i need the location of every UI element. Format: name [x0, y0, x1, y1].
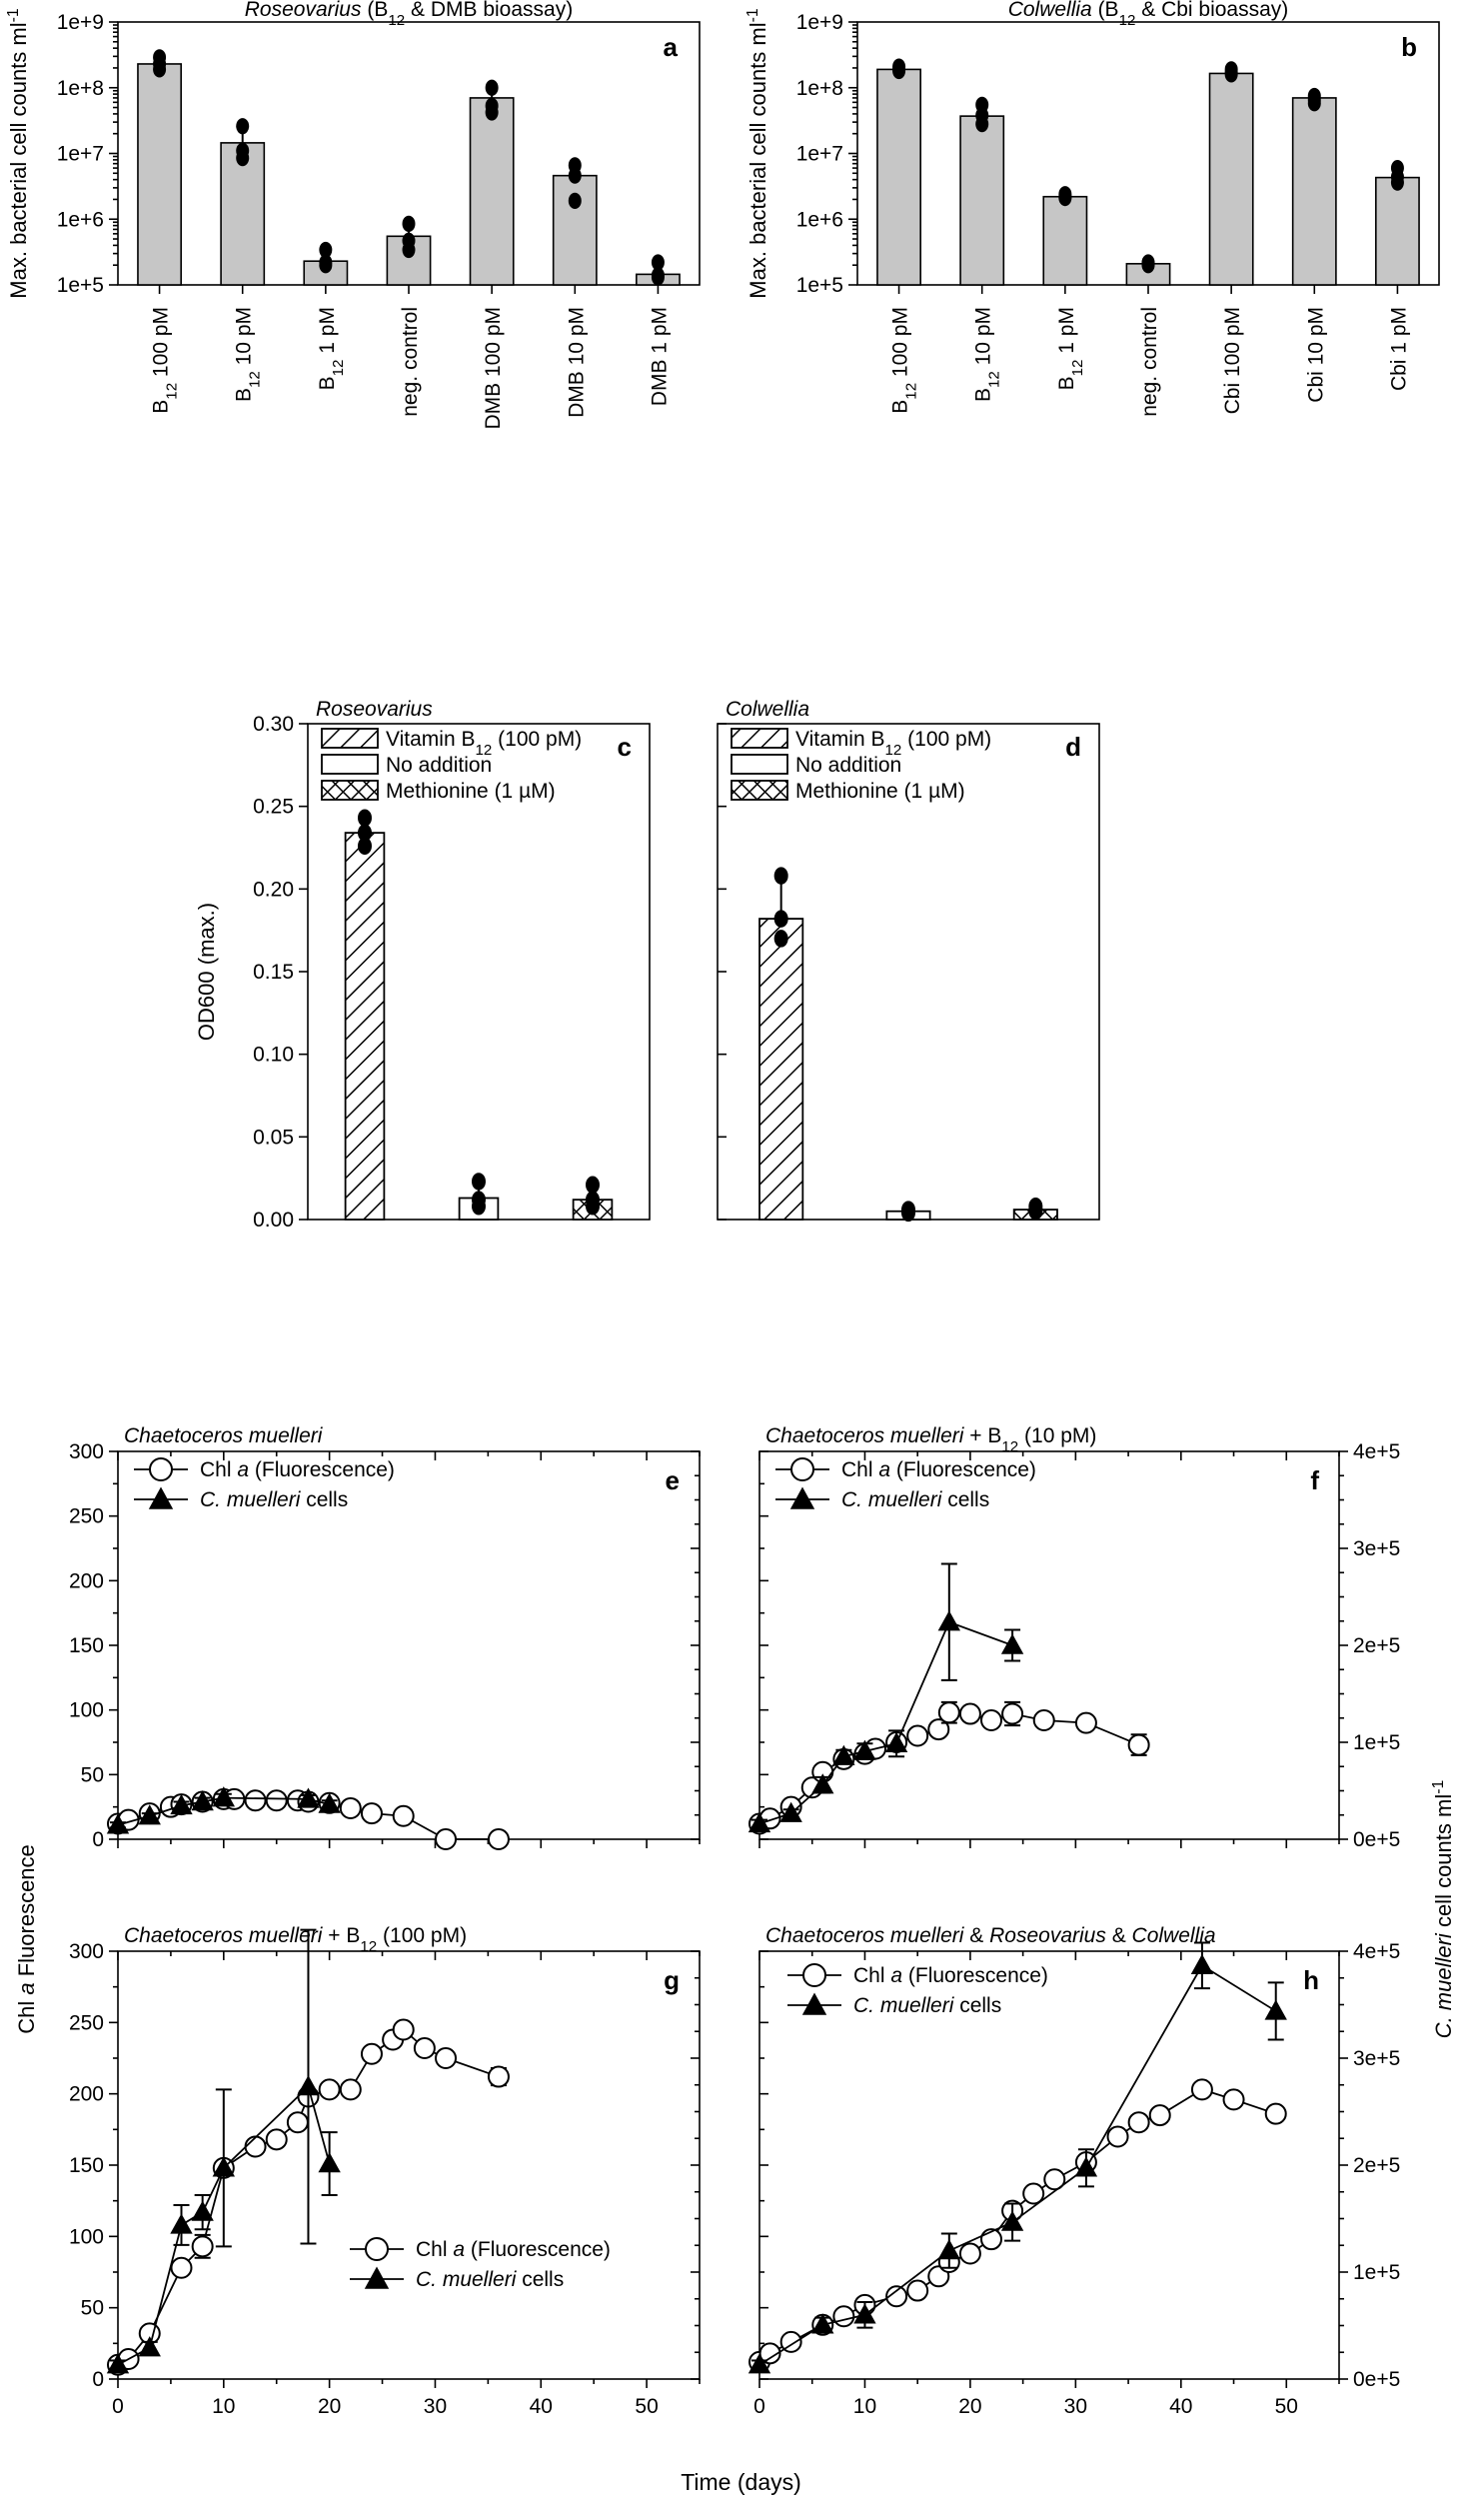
- y-tick-right-label: 1e+5: [1353, 1731, 1401, 1754]
- y-tick-right-label: 0e+5: [1353, 1828, 1401, 1851]
- replicate-point: [486, 80, 499, 96]
- data-point-circle: [246, 2136, 266, 2156]
- panel-title: Chaetoceros muelleri & Roseovarius & Colwellia: [765, 1924, 1216, 1947]
- y-tick-label: 0.10: [253, 1043, 294, 1067]
- legend-marker-triangle: [150, 1488, 172, 1508]
- legend-label: C. muelleri cells: [853, 1994, 1002, 2017]
- y-tick-label: 1e+9: [795, 11, 843, 34]
- panel-title: Colwellia ($B_{12}$ & Cbi bioassay): [1007, 0, 1289, 29]
- data-point-triangle: [298, 2077, 318, 2095]
- x-tick-label: neg. control: [399, 307, 422, 417]
- legend-label: C. muelleri cells: [200, 1488, 349, 1511]
- legend-marker-triangle: [803, 1994, 825, 2014]
- legend-label: Methionine (1 µM): [795, 780, 965, 803]
- data-point-triangle: [1192, 1955, 1212, 1973]
- data-point-circle: [1224, 2089, 1244, 2109]
- y-tick-right-label: 3e+5: [1353, 1537, 1401, 1560]
- series-line: [759, 1965, 1276, 2364]
- y-tick-label: 100: [68, 2225, 104, 2249]
- replicate-point: [652, 269, 665, 285]
- legend-label: Chl a (Fluorescence): [200, 1458, 395, 1481]
- bar: [1043, 197, 1086, 285]
- data-point-circle: [341, 1798, 361, 1818]
- data-point-triangle: [193, 2202, 213, 2220]
- replicate-point: [1142, 257, 1155, 273]
- y-tick-label: 200: [68, 2082, 104, 2106]
- x-tick-label: Cbi 100 pM: [1221, 306, 1245, 415]
- bar: [1293, 98, 1336, 285]
- x-tick-label: 30: [423, 2395, 448, 2418]
- bar: [877, 69, 920, 285]
- panel-letter: g: [664, 1965, 680, 1995]
- legend-label: Vitamin $B_{12}$ (100 pM): [795, 728, 992, 759]
- x-tick-label: 10: [212, 2395, 236, 2418]
- replicate-point: [1225, 66, 1238, 82]
- legend-label: C. muelleri cells: [841, 1488, 990, 1511]
- y-tick-right-label: 2e+5: [1353, 2154, 1401, 2177]
- y-tick-label: 0: [92, 2368, 104, 2391]
- legend-marker-circle: [791, 1458, 813, 1480]
- data-point-circle: [436, 2048, 456, 2068]
- data-point-circle: [1129, 1735, 1149, 1755]
- y-tick-label: 150: [68, 1634, 104, 1657]
- data-point-circle: [320, 2079, 340, 2099]
- y-tick-label: 1e+5: [795, 274, 843, 297]
- data-point-triangle: [1002, 1635, 1022, 1653]
- data-point-circle: [267, 2129, 287, 2149]
- replicate-point: [901, 1205, 915, 1223]
- bar: [471, 98, 514, 285]
- y-tick-label: 50: [80, 1763, 104, 1787]
- panel-letter: d: [1065, 732, 1081, 762]
- data-point-circle: [341, 2079, 361, 2099]
- y-tick-label: 1e+8: [56, 76, 104, 100]
- data-point-circle: [960, 2243, 980, 2263]
- y-tick-label: 200: [68, 1569, 104, 1593]
- legend-swatch: [322, 729, 378, 748]
- y-tick-label: 100: [68, 1698, 104, 1722]
- x-tick-label: DMB 100 pM: [482, 306, 506, 430]
- legend-marker-circle: [803, 1964, 825, 1986]
- y-tick-label: 0.15: [253, 961, 294, 984]
- data-point-circle: [939, 1702, 959, 1722]
- legend-swatch: [322, 781, 378, 800]
- x-tick-label: 0: [753, 2395, 765, 2418]
- replicate-point: [358, 809, 372, 827]
- x-tick-label: neg. control: [1138, 307, 1161, 417]
- replicate-point: [236, 118, 249, 134]
- data-point-circle: [1129, 2112, 1149, 2132]
- data-point-triangle: [939, 1612, 959, 1630]
- data-point-circle: [981, 1710, 1001, 1730]
- y-tick-label: 250: [68, 1504, 104, 1528]
- panel-letter: h: [1303, 1965, 1319, 1995]
- data-point-circle: [362, 1803, 382, 1823]
- data-point-circle: [362, 2044, 382, 2064]
- data-point-triangle: [1266, 2001, 1286, 2019]
- legend-label: Chl a (Fluorescence): [853, 1964, 1048, 1987]
- panel-title: Roseovarius ($B_{12}$ & DMB bioassay): [244, 0, 574, 29]
- panel-title: Chaetoceros muelleri + $B_{12}$ (100 pM): [124, 1924, 468, 1955]
- x-tick-label: $B_{12}$ 100 pM: [149, 307, 181, 414]
- x-tick-label: 20: [317, 2395, 342, 2418]
- panel-a: [0, 0, 740, 430]
- x-tick-label: $B_{12}$ 10 pM: [232, 307, 264, 403]
- data-point-circle: [415, 2038, 435, 2058]
- legend-label: Chl a (Fluorescence): [416, 2238, 611, 2261]
- panel-letter: f: [1310, 1465, 1319, 1495]
- y-tick-right-label: 1e+5: [1353, 2261, 1401, 2284]
- replicate-point: [236, 150, 249, 166]
- bar: [554, 176, 597, 285]
- panel-letter: a: [663, 32, 678, 62]
- data-point-circle: [1150, 2105, 1170, 2125]
- legend-marker-triangle: [791, 1488, 813, 1508]
- x-tick-label: 40: [529, 2395, 553, 2418]
- plot-frame: [118, 1951, 700, 2379]
- x-tick-label: $B_{12}$ 10 pM: [971, 307, 1003, 403]
- data-point-circle: [1266, 2104, 1286, 2124]
- y-tick-label: 1e+8: [795, 76, 843, 100]
- replicate-point: [774, 867, 788, 885]
- y-tick-label: 1e+6: [795, 208, 843, 232]
- y-axis-label: OD600 (max.): [194, 902, 219, 1042]
- x-tick-label: $B_{12}$ 1 pM: [315, 307, 347, 391]
- legend-label: Methionine (1 µM): [386, 780, 556, 803]
- x-tick-label: $B_{12}$ 100 pM: [888, 307, 920, 414]
- replicate-point: [892, 63, 905, 79]
- panel-letter: e: [665, 1465, 680, 1495]
- replicate-point: [319, 257, 332, 273]
- data-point-circle: [394, 1806, 414, 1826]
- panel-c: [180, 690, 680, 1299]
- legend-swatch: [732, 729, 787, 748]
- replicate-point: [153, 61, 166, 77]
- data-point-circle: [1108, 2126, 1128, 2146]
- replicate-point: [472, 1173, 486, 1191]
- panel-d: [680, 690, 1139, 1299]
- y-tick-right-label: 3e+5: [1353, 2047, 1401, 2070]
- y-axis-label-right: C. muelleri cell counts $ml^{-1}$: [1429, 1779, 1456, 2039]
- legend-swatch: [732, 781, 787, 800]
- y-tick-label: 0.30: [253, 713, 294, 736]
- data-point-circle: [1002, 1704, 1022, 1724]
- data-point-circle: [489, 2067, 509, 2087]
- y-tick-label: 50: [80, 2296, 104, 2320]
- data-point-circle: [288, 2112, 308, 2132]
- bar: [960, 116, 1003, 285]
- panel-b: [740, 0, 1482, 420]
- replicate-point: [486, 104, 499, 120]
- bar: [1376, 178, 1419, 285]
- panel-title: Chaetoceros muelleri: [124, 1424, 323, 1447]
- y-axis-label: Max. bacterial cell counts $ml^{-1}$: [4, 8, 31, 299]
- y-tick-right-label: 4e+5: [1353, 1940, 1401, 1963]
- y-tick-label: 0.00: [253, 1209, 294, 1232]
- data-point-circle: [907, 2281, 927, 2301]
- replicate-point: [1058, 190, 1071, 206]
- legend-swatch: [322, 755, 378, 774]
- bar: [1210, 73, 1253, 285]
- x-tick-label: 40: [1169, 2395, 1193, 2418]
- replicate-point: [403, 242, 416, 258]
- legend-marker-triangle: [366, 2268, 388, 2288]
- x-tick-label: $B_{12}$ 1 pM: [1054, 307, 1086, 391]
- replicate-point: [1308, 95, 1321, 111]
- panel-title: Chaetoceros muelleri + $B_{12}$ (10 pM): [765, 1424, 1097, 1455]
- replicate-point: [403, 216, 416, 232]
- replicate-point: [586, 1198, 600, 1216]
- plot-frame: [857, 22, 1439, 285]
- x-tick-label: 30: [1063, 2395, 1088, 2418]
- y-tick-label: 0: [92, 1828, 104, 1851]
- y-tick-label: 250: [68, 2011, 104, 2035]
- y-tick-label: 150: [68, 2154, 104, 2177]
- replicate-point: [472, 1198, 486, 1216]
- y-tick-right-label: 0e+5: [1353, 2368, 1401, 2391]
- y-tick-label: 0.25: [253, 795, 294, 819]
- x-tick-label: Cbi 1 pM: [1387, 307, 1411, 392]
- y-tick-label: 1e+5: [56, 274, 104, 297]
- data-point-circle: [1076, 1713, 1096, 1733]
- panel-title: Colwellia: [726, 698, 810, 721]
- x-tick-label: 50: [635, 2395, 659, 2418]
- replicate-point: [569, 168, 582, 184]
- y-tick-label: 300: [68, 1940, 104, 1963]
- bar: [759, 919, 802, 1220]
- x-tick-label: Cbi 10 pM: [1304, 307, 1328, 403]
- data-point-circle: [246, 1790, 266, 1810]
- replicate-point: [569, 193, 582, 209]
- x-tick-label: DMB 1 pM: [648, 307, 672, 407]
- legend-label: Chl a (Fluorescence): [841, 1458, 1036, 1481]
- data-point-triangle: [171, 2215, 191, 2233]
- data-point-circle: [193, 2236, 213, 2256]
- data-point-circle: [171, 2258, 191, 2278]
- data-point-circle: [436, 1829, 456, 1849]
- y-tick-label: 0.20: [253, 878, 294, 902]
- panel-letter: c: [617, 732, 632, 762]
- x-tick-label: 20: [958, 2395, 982, 2418]
- y-tick-label: 1e+6: [56, 208, 104, 232]
- data-point-circle: [960, 1704, 980, 1724]
- panel-g: [0, 1919, 740, 2479]
- x-tick-label: 0: [112, 2395, 124, 2418]
- panel-title: Roseovarius: [316, 698, 433, 721]
- x-tick-label: 10: [852, 2395, 877, 2418]
- replicate-point: [1391, 175, 1404, 191]
- y-tick-label: 300: [68, 1440, 104, 1463]
- data-point-circle: [1192, 2079, 1212, 2099]
- replicate-point: [586, 1177, 600, 1195]
- y-axis-label-left: Chl a Fluorescence: [14, 1844, 39, 2034]
- y-tick-label: 1e+7: [795, 142, 843, 166]
- y-tick-label: 1e+9: [56, 11, 104, 34]
- replicate-point: [774, 930, 788, 948]
- data-point-circle: [1034, 1710, 1054, 1730]
- y-tick-right-label: 2e+5: [1353, 1634, 1401, 1657]
- legend-label: No addition: [386, 754, 493, 777]
- panel-letter: b: [1401, 32, 1417, 62]
- y-tick-right-label: 4e+5: [1353, 1440, 1401, 1463]
- x-tick-label: 50: [1274, 2395, 1298, 2418]
- replicate-point: [774, 910, 788, 928]
- legend-swatch: [732, 755, 787, 774]
- legend-label: No addition: [795, 754, 902, 777]
- data-point-circle: [267, 1790, 287, 1810]
- data-point-triangle: [320, 2154, 340, 2172]
- legend-label: C. muelleri cells: [416, 2268, 565, 2291]
- legend-marker-circle: [366, 2238, 388, 2260]
- y-tick-label: 1e+7: [56, 142, 104, 166]
- panel-h: [740, 1919, 1482, 2479]
- replicate-point: [358, 838, 372, 856]
- bar: [346, 833, 385, 1220]
- bar: [138, 64, 181, 285]
- y-axis-label: Max. bacterial cell counts $ml^{-1}$: [743, 8, 770, 299]
- y-tick-label: 0.05: [253, 1126, 294, 1150]
- replicate-point: [975, 116, 988, 132]
- legend-marker-circle: [150, 1458, 172, 1480]
- legend-label: Vitamin $B_{12}$ (100 pM): [386, 728, 583, 759]
- replicate-point: [1028, 1203, 1042, 1221]
- data-point-triangle: [939, 2241, 959, 2259]
- data-point-circle: [833, 2306, 853, 2326]
- data-point-circle: [907, 1726, 927, 1746]
- data-point-circle: [489, 1829, 509, 1849]
- x-tick-label: DMB 10 pM: [565, 307, 589, 418]
- data-point-circle: [394, 2019, 414, 2039]
- global-x-axis-label: Time (days): [681, 2469, 801, 2495]
